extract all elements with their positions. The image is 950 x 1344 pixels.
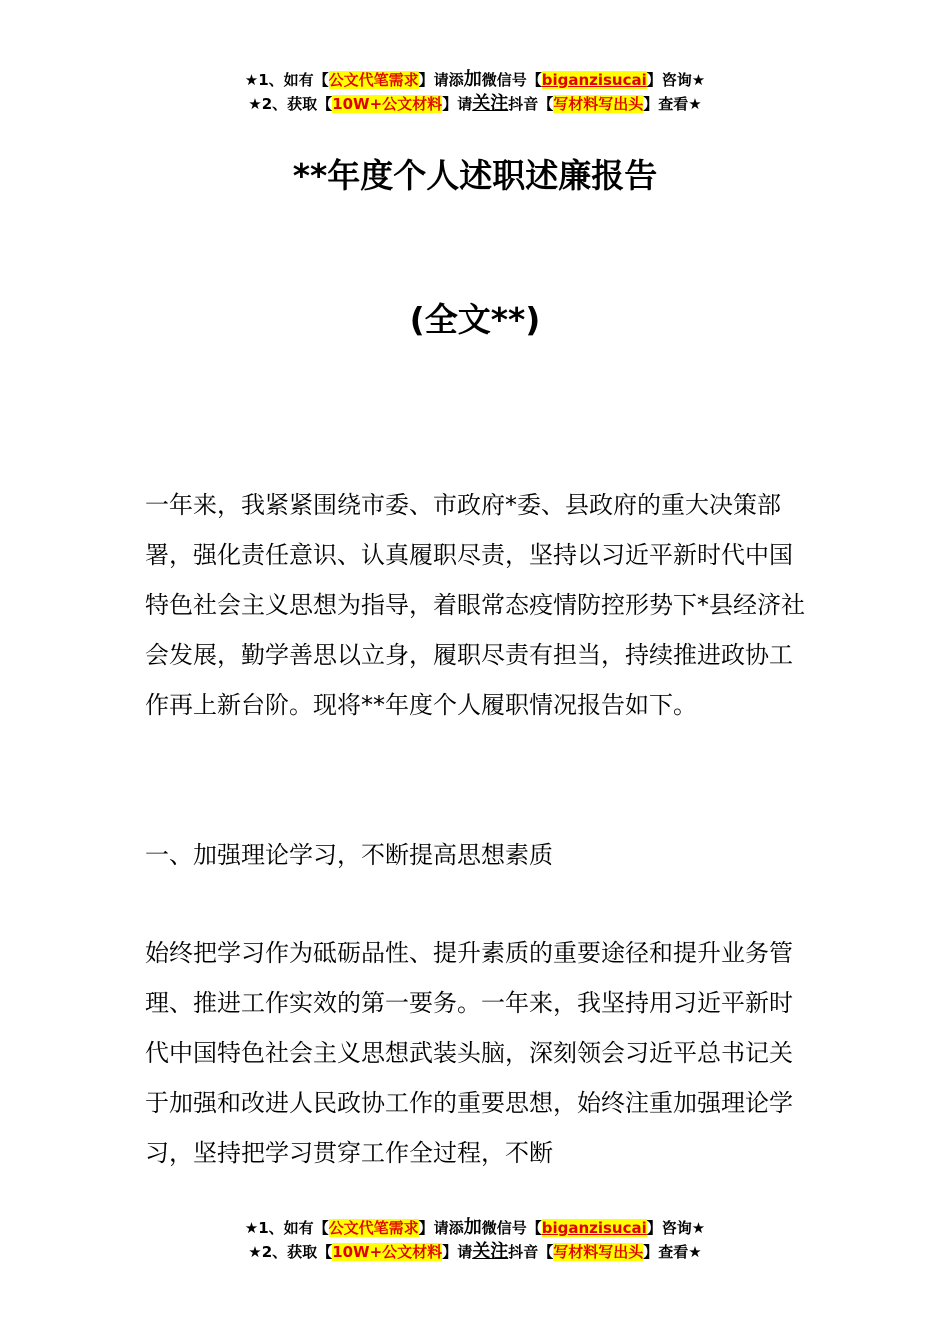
promo-highlight: 公文代笔需求 — [328, 1219, 419, 1237]
promo-text: 】咨询★ — [646, 1219, 706, 1237]
promo-text: 关注 — [472, 93, 509, 114]
promo-text: 加 — [463, 69, 482, 90]
footer-promo-banner — [0, 1216, 950, 1264]
promo-text: 】咨询★ — [646, 71, 706, 89]
promo-text: 加 — [463, 1217, 482, 1238]
promo-text: 】查看★ — [643, 95, 702, 113]
document-subtitle: (全文**) — [409, 300, 541, 339]
promo-text: 微信号【 — [481, 1219, 542, 1237]
promo-text: 】请 — [442, 95, 473, 113]
promo-text: ★2、获取【 — [248, 1243, 333, 1261]
promo-text: 抖音【 — [508, 95, 554, 113]
promo-text: ★2、获取【 — [248, 95, 333, 113]
promo-text: 】请 — [442, 1243, 473, 1261]
promo-line-1 — [0, 1216, 950, 1240]
promo-highlight: 10W+公文材料 — [332, 1243, 443, 1261]
promo-text: 】查看★ — [643, 1243, 702, 1261]
promo-text: ★1、如有【 — [244, 71, 329, 89]
promo-text: 抖音【 — [508, 1243, 554, 1261]
promo-highlight: 10W+公文材料 — [332, 95, 443, 113]
promo-line-2 — [0, 92, 950, 116]
promo-text: 微信号【 — [481, 71, 542, 89]
promo-text: 】请添 — [418, 1219, 464, 1237]
promo-text: 关注 — [472, 1241, 509, 1262]
promo-highlight: 公文代笔需求 — [328, 71, 419, 89]
paragraph-intro — [145, 480, 810, 730]
paragraph-section-1 — [145, 928, 810, 1178]
promo-line-2 — [0, 1240, 950, 1264]
section-heading-1 — [145, 830, 810, 880]
promo-line-1 — [0, 68, 950, 92]
heading-text: 一、加强理论学习，不断提高思想素质 — [145, 841, 553, 869]
header-promo-banner — [0, 68, 950, 116]
promo-highlight: 写材料写出头 — [553, 1243, 644, 1261]
promo-text: 】请添 — [418, 71, 464, 89]
document-title: **年度个人述职述廉报告 — [292, 156, 658, 195]
promo-wechat-id: biganzisucai — [541, 1219, 647, 1237]
paragraph-text: 一年来，我紧紧围绕市委、市政府*委、县政府的重大决策部署，强化责任意识、认真履职尽责，坚持以习近平新时代中国特色社会主义思想为指导，着眼常态疫情防控形势下*县经济社会发展，勤学善思以立身，履职尽责有担当，持续推进政协工作再上新台阶。现将**年度个人履职情况报告如下。 — [145, 491, 805, 719]
promo-wechat-id: biganzisucai — [541, 71, 647, 89]
paragraph-text: 始终把学习作为砥砺品性、提升素质的重要途径和提升业务管理、推进工作实效的第一要务。一年来，我坚持用习近平新时代中国特色社会主义思想武装头脑，深刻领会习近平总书记关于加强和改进人民政协工作的重要思想，始终注重加强理论学习，坚持把学习贯穿工作全过程，不断 — [145, 939, 793, 1167]
promo-highlight: 写材料写出头 — [553, 95, 644, 113]
promo-text: ★1、如有【 — [244, 1219, 329, 1237]
